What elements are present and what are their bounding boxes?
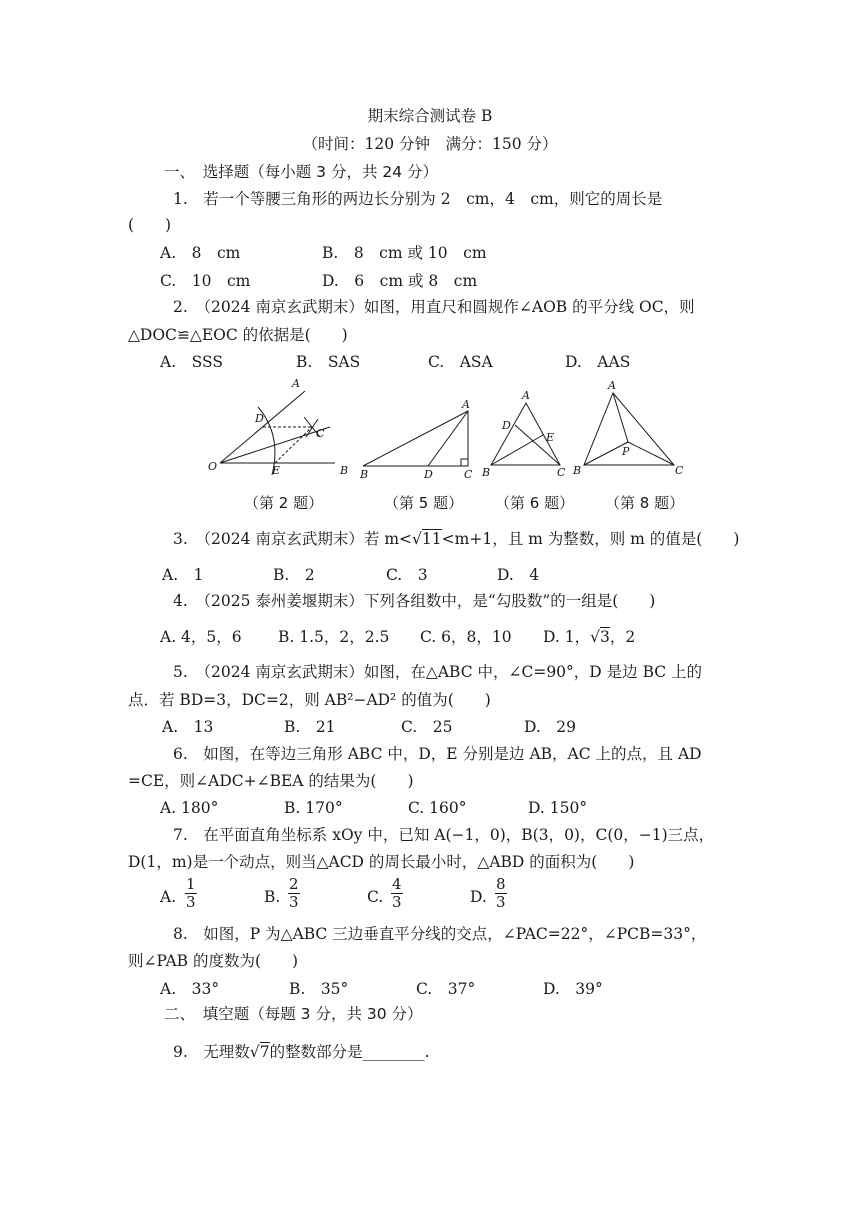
q7-option-d-letter: D. (470, 888, 487, 906)
q2-option-c: C. ASA (428, 353, 493, 371)
caption-fig-5: （第 5 题） (384, 494, 464, 512)
q7-option-b-numerator: 2 (289, 875, 299, 893)
question-2-text: 2. （2024 南京玄武期末）如图，用直尺和圆规作∠AOB 的平分线 OC，则 (173, 298, 695, 316)
question-8-text-2: 则∠PAB 的度数为( ) (128, 952, 299, 970)
q7-option-c-letter: C. (367, 888, 384, 906)
question-5-text-2: 点．若 BD=3，DC=2，则 AB²−AD² 的值为( ) (128, 691, 491, 709)
q4-option-d-radicand: 3 (599, 628, 610, 646)
question-7-text-2: D(1，m)是一个动点，则当△ACD 的周长最小时，△ABD 的面积为( ) (128, 853, 635, 871)
q5-option-c: C. 25 (401, 718, 453, 736)
q6-option-c: C. 160° (408, 799, 467, 817)
q8-option-c: C. 37° (416, 980, 476, 998)
q5-option-d: D. 29 (524, 718, 577, 736)
q3-option-d: D. 4 (497, 566, 540, 584)
fig2-label-c: C (316, 427, 325, 440)
fig8-label-b: B (573, 464, 582, 477)
q3-option-c: C. 3 (386, 566, 428, 584)
question-9-text (173, 1042, 430, 1062)
fig6-label-c: C (557, 466, 566, 479)
q7-option-c-denominator: 3 (392, 893, 402, 911)
q1-option-d: D. 6 cm 或 8 cm (322, 272, 478, 290)
q6-option-a: A. 180° (160, 799, 219, 817)
q3-text-pre: 3. （2024 南京玄武期末）若 m< (173, 530, 413, 548)
q9-text-post: 的整数部分是________. (269, 1043, 430, 1061)
q4-option-d-post: ，2 (609, 628, 636, 646)
q2-option-b: B. SAS (296, 353, 361, 371)
q7-option-d-denominator: 3 (496, 893, 506, 911)
q7-option-d-fraction (495, 876, 507, 911)
q7-option-a-denominator: 3 (186, 893, 196, 911)
q6-option-d: D. 150° (528, 799, 588, 817)
fig6-label-a: A (522, 389, 530, 402)
figures-row (200, 375, 700, 485)
question-2-text-2: △DOC≌△EOC 的依据是( ) (128, 326, 348, 344)
fig5-label-a: A (462, 398, 470, 411)
q4-option-a: A. 4，5，6 (160, 628, 242, 646)
q7-option-c-fraction (391, 876, 403, 911)
q7-option-a-letter: A. (160, 888, 177, 906)
q7-option-d-numerator: 8 (496, 875, 506, 893)
fig5-label-d: D (424, 468, 433, 481)
page-title: 期末综合测试卷 B (367, 107, 493, 125)
q8-option-b: B. 35° (289, 980, 349, 998)
q1-option-b: B. 8 cm 或 10 cm (322, 244, 487, 262)
sqrt-symbol-icon: √ (590, 628, 600, 646)
q8-option-d: D. 39° (543, 980, 603, 998)
question-5-text: 5. （2024 南京玄武期末）如图，在△ABC 中，∠C=90°，D 是边 BC 上的 (173, 663, 703, 681)
q4-option-b: B. 1.5，2，2.5 (278, 628, 390, 646)
fig5-label-c: C (464, 468, 473, 481)
figure-5 (363, 411, 468, 466)
question-3-text (173, 529, 739, 549)
question-1-paren: ( ) (128, 216, 172, 234)
fig2-dash-ec (275, 427, 312, 463)
question-6-text-2: =CE，则∠ADC+∠BEA 的结果为( ) (128, 772, 414, 790)
fig2-label-o: O (208, 460, 218, 473)
section-heading-choice: 一、 选择题（每小题 3 分，共 24 分） (164, 163, 439, 181)
q7-option-c-numerator: 4 (392, 875, 402, 893)
q4-option-c: C. 6，8，10 (420, 628, 512, 646)
fig2-label-a: A (292, 377, 300, 390)
q1-option-c: C. 10 cm (160, 272, 251, 290)
question-6-text: 6. 如图，在等边三角形 ABC 中，D，E 分别是边 AB，AC 上的点，且 AD (173, 745, 702, 763)
q2-option-a: A. SSS (160, 353, 223, 371)
q2-option-d: D. AAS (565, 353, 631, 371)
fig8-label-a: A (608, 379, 616, 392)
q8-option-a: A. 33° (160, 980, 220, 998)
q5-option-a: A. 13 (162, 718, 214, 736)
q3-radicand: 11 (421, 530, 442, 548)
fig5-right-angle (461, 459, 468, 466)
q7-option-a-fraction (185, 876, 197, 911)
fig6-label-e: E (546, 431, 555, 444)
fig8-label-c: C (675, 464, 684, 477)
fig5-triangle (363, 411, 468, 466)
fig5-segment-ad (428, 411, 468, 466)
q7-option-a-numerator: 1 (186, 875, 196, 893)
q7-option-b-letter: B. (264, 888, 281, 906)
fig2-ray-oa (220, 391, 305, 463)
fig2-label-d: D (255, 412, 264, 425)
fig6-label-d: D (502, 419, 511, 432)
q9-radicand: 7 (259, 1043, 270, 1061)
fig8-label-p: P (622, 445, 630, 458)
fig5-label-b: B (360, 468, 369, 481)
q3-text-post: <m+1，且 m 为整数，则 m 的值是( ) (441, 530, 740, 548)
fig8-segment-ap (613, 393, 628, 442)
fig8-segment-cp (628, 442, 674, 465)
question-8-text: 8. 如图，P 为△ABC 三边垂直平分线的交点，∠PAC=22°，∠PCB=33°， (173, 925, 707, 943)
caption-fig-6: （第 6 题） (495, 494, 575, 512)
sqrt-symbol-icon: √ (412, 530, 422, 548)
q1-option-a: A. 8 cm (160, 244, 241, 262)
fig6-label-b: B (482, 466, 491, 479)
question-7-text: 7. 在平面直角坐标系 xOy 中，已知 A(−1，0)，B(3，0)，C(0，−1)三点， (173, 826, 715, 844)
q3-option-a: A. 1 (162, 566, 204, 584)
page-subtitle: （时间：120 分钟 满分：150 分） (302, 135, 558, 153)
q7-option-b-denominator: 3 (289, 893, 299, 911)
question-1-text: 1. 若一个等腰三角形的两边长分别为 2 cm，4 cm，则它的周长是 (173, 190, 663, 208)
q7-option-b-fraction (288, 876, 300, 911)
sqrt-symbol-icon: √ (249, 1043, 260, 1061)
q4-option-d (543, 627, 635, 647)
caption-fig-2: （第 2 题） (244, 494, 324, 512)
q4-option-d-pre: D. 1， (543, 628, 591, 646)
q6-option-b: B. 170° (284, 799, 343, 817)
q5-option-b: B. 21 (284, 718, 336, 736)
fig2-label-e: E (272, 464, 281, 477)
section-heading-fill: 二、 填空题（每题 3 分，共 30 分） (164, 1005, 423, 1023)
caption-fig-8: （第 8 题） (605, 494, 685, 512)
fig6-segment-be (491, 435, 543, 465)
q9-text-pre: 9. 无理数 (173, 1043, 250, 1061)
q3-option-b: B. 2 (273, 566, 315, 584)
question-4-text: 4. （2025 泰州姜堰期末）下列各组数中，是“勾股数”的一组是( ) (173, 592, 656, 610)
fig2-label-b: B (340, 464, 349, 477)
